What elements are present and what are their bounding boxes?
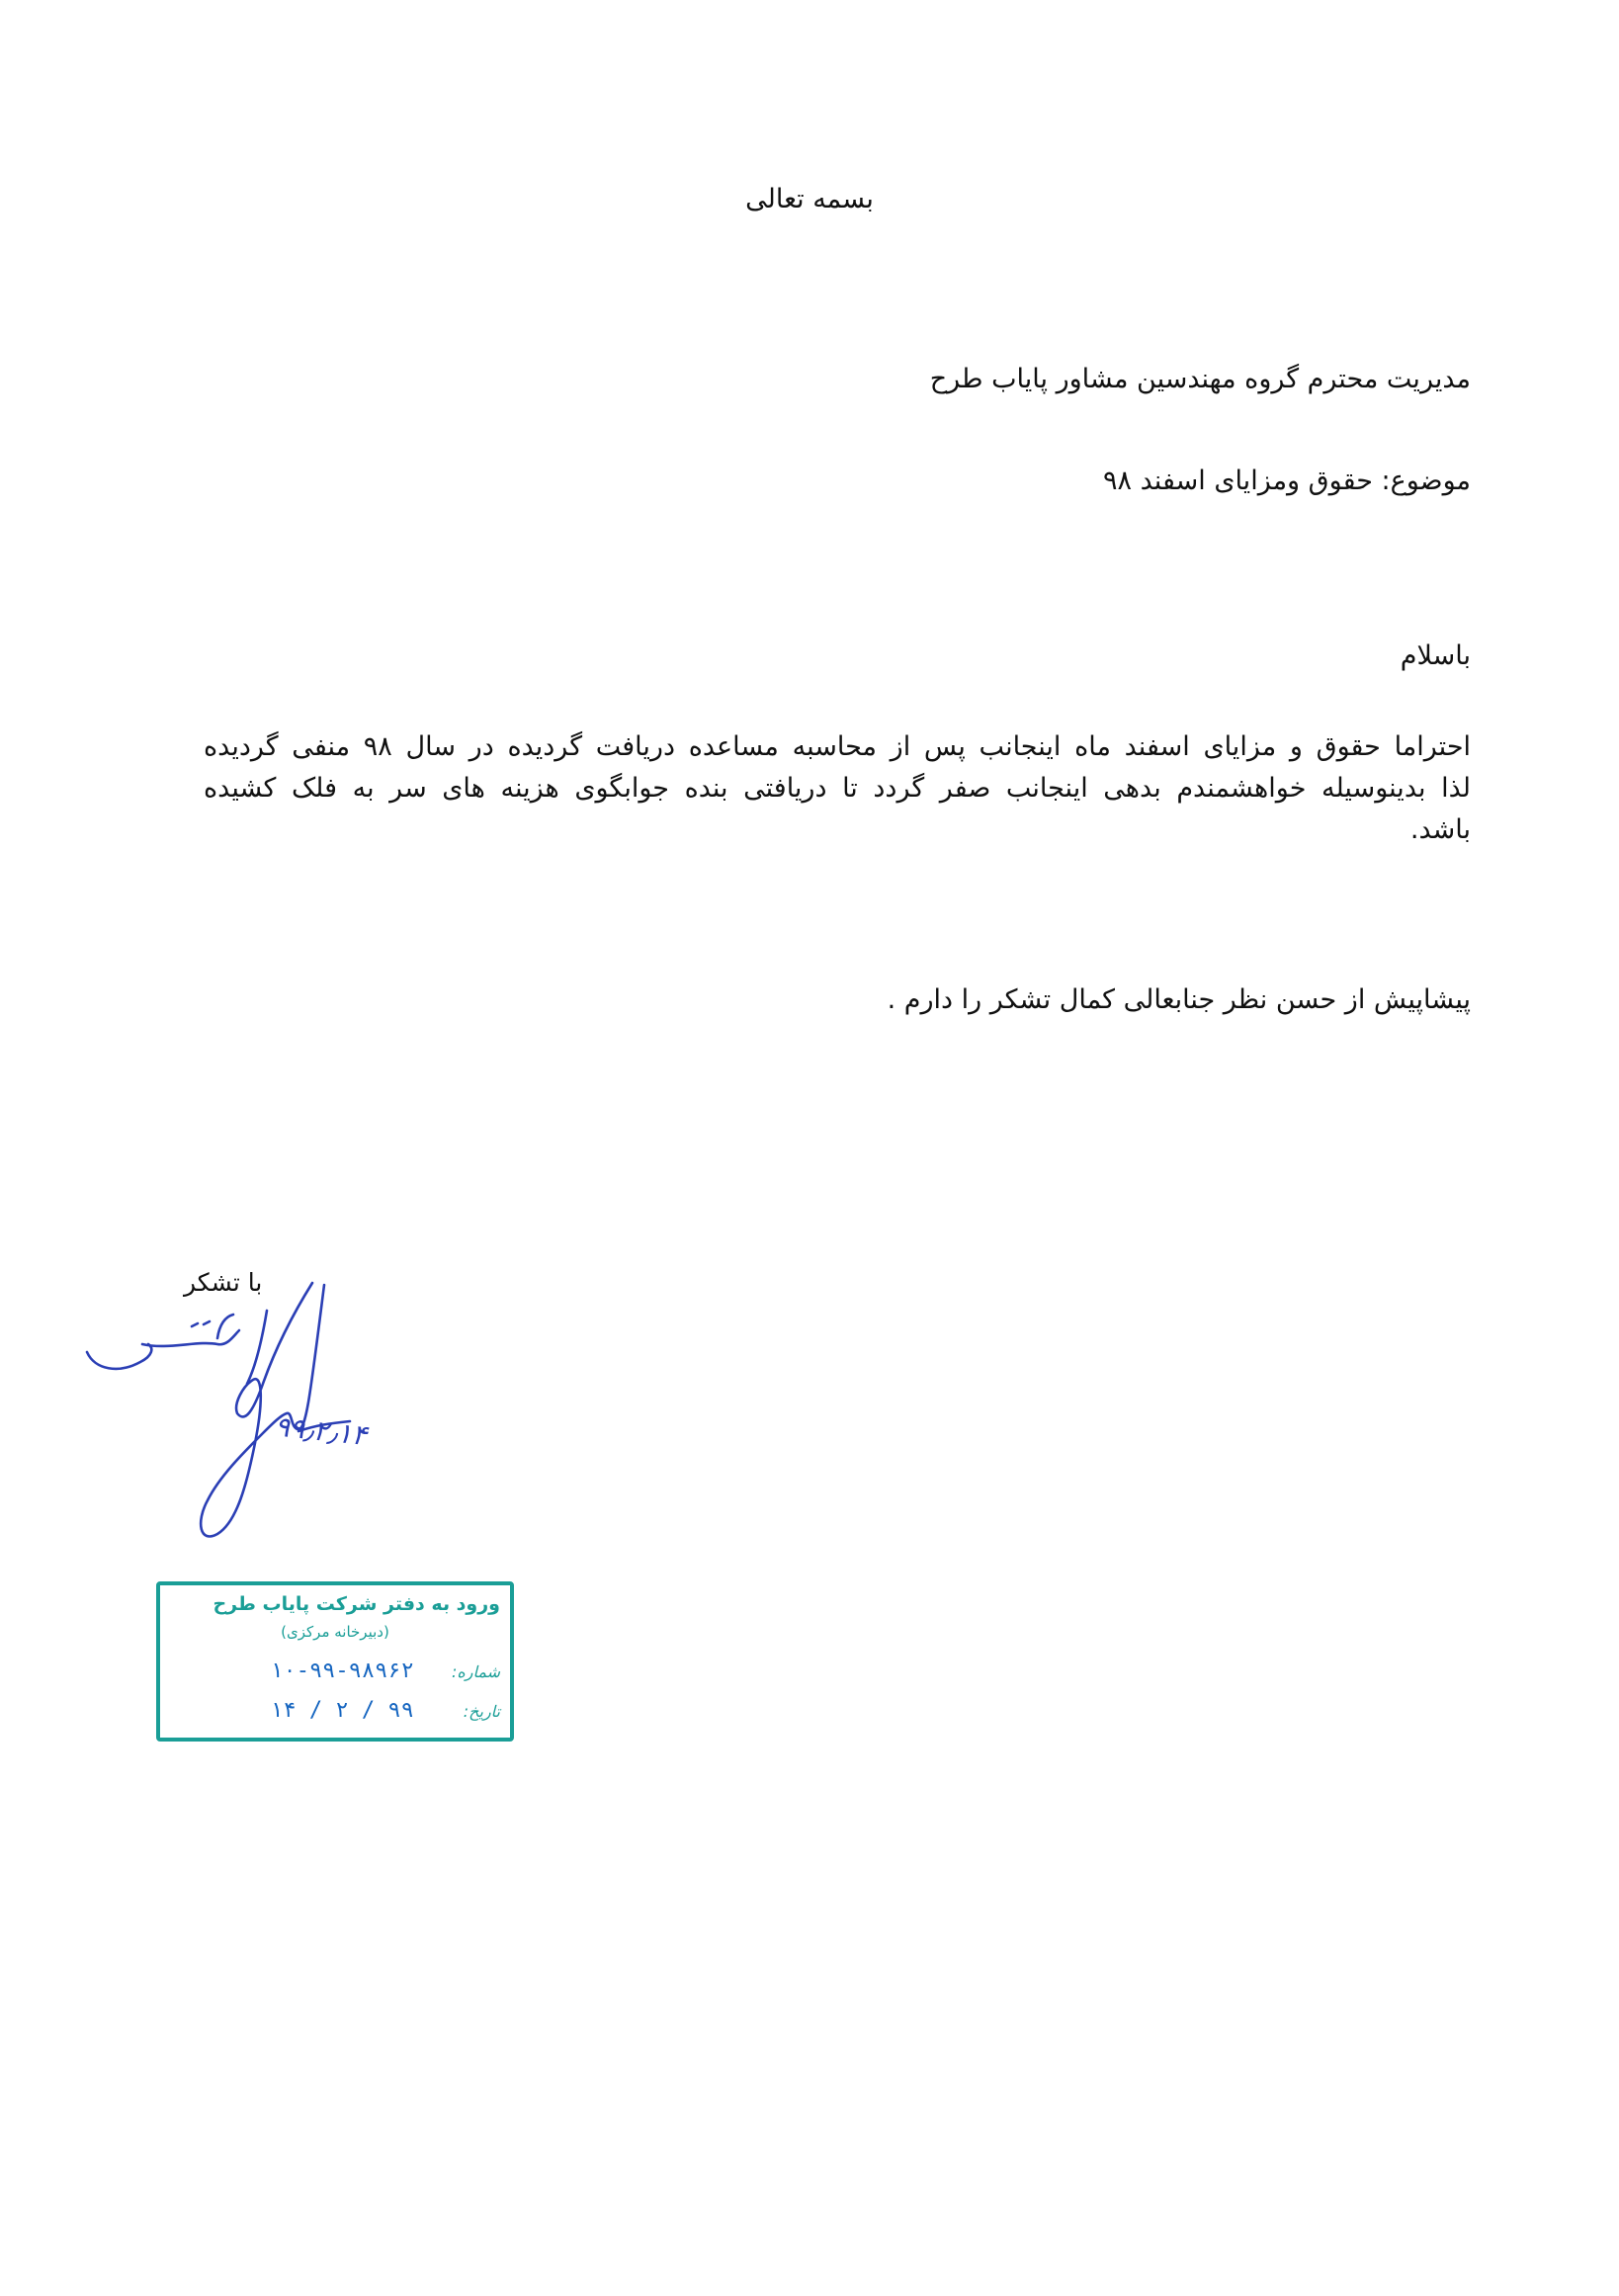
signature-name-stroke	[192, 1321, 210, 1326]
signature-flourish	[201, 1283, 324, 1536]
signature-name-stroke	[142, 1330, 239, 1346]
signature-name-stroke	[217, 1315, 233, 1338]
stamp-date-value: ۹۹ / ۲ / ۱۴	[270, 1698, 414, 1723]
stamp-number-value: ۱۰-۹۹-۹۸۹۶۲	[270, 1658, 414, 1683]
letter-body	[204, 726, 1471, 851]
receipt-stamp	[156, 1581, 514, 1742]
stamp-title: ورود به دفتر شرکت پایاب طرح	[213, 1593, 500, 1615]
handwritten-signature	[69, 1275, 484, 1591]
stamp-date-row	[172, 1698, 500, 1723]
stamp-subtitle: (دبیرخانه مرکزی)	[281, 1623, 389, 1641]
body-line: احتراما حقوق و مزایای اسفند ماه اینجانب پس از محاسبه مساعده دریافت گردیده در سال ۹۸ منفی گردیده	[204, 731, 1472, 762]
subject-line: موضوع: حقوق ومزایای اسفند ۹۸	[1103, 466, 1471, 496]
stamp-number-row	[172, 1658, 500, 1683]
greeting-line: باسلام	[1400, 640, 1471, 671]
signature-date: ۹۹٫۲٫۱۴	[273, 1409, 369, 1452]
signature-flourish	[247, 1311, 267, 1384]
body-line: باشد.	[1409, 814, 1471, 845]
stamp-date-label: تاریخ:	[463, 1702, 500, 1721]
signature-name-stroke	[87, 1344, 151, 1369]
thanks-line: پیشاپیش از حسن نظر جنابعالی کمال تشکر را دارم .	[887, 984, 1471, 1015]
letter-header: بسمه تعالی	[745, 184, 874, 214]
stamp-number-label: شماره:	[451, 1662, 500, 1681]
closing-text: با تشکر	[184, 1268, 263, 1297]
body-line: لذا بدینوسیله خواهشمندم بدهی اینجانب صفر گردد تا دریافتی بنده جوابگوی هزینه های سر به فلک کشیده	[204, 773, 1471, 804]
recipient-line: مدیریت محترم گروه مهندسین مشاور پایاب طرح	[929, 364, 1471, 394]
